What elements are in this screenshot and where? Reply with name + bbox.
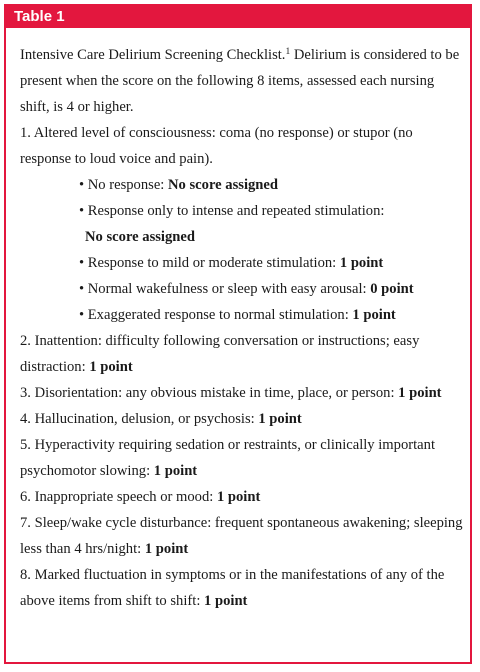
intro-paragraph	[20, 42, 466, 120]
item-text: 5. Hyperactivity requiring sedation or restraints, or clinically important psychomotor slowing:	[20, 437, 435, 479]
item-score: 1 point	[153, 463, 198, 479]
item-score: 1 point	[89, 359, 133, 375]
subitem-score: No score assigned	[168, 177, 279, 193]
subitem-mild-stimulation	[20, 250, 466, 276]
item-score: 1 point	[216, 489, 261, 505]
item-text: 4. Hallucination, delusion, or psychosis:	[20, 411, 259, 427]
subitem-intense-stimulation-score	[20, 224, 466, 250]
subitem-score: 0 point	[370, 281, 414, 297]
intro-text: Intensive Care Delirium Screening Checklist.	[20, 47, 286, 63]
subitem-score: 1 point	[352, 307, 396, 323]
item-text: 2. Inattention: difficulty following conversation or instructions; easy distraction:	[20, 333, 420, 375]
subitem-text: • No response:	[79, 177, 169, 193]
subitem-normal-wakefulness	[20, 276, 466, 302]
table-body	[20, 42, 466, 614]
intro-text-continued: Delirium is considered to be present when the score on the following 8 items, assessed each nursing shift, is 4 or higher.	[20, 47, 460, 115]
item-score: 1 point	[144, 541, 189, 557]
item-score: 1 point	[204, 593, 248, 609]
item-6	[20, 484, 466, 510]
item-8	[20, 562, 466, 614]
item-score: 1 point	[258, 411, 302, 427]
item-5	[20, 432, 466, 484]
subitem-no-response	[20, 172, 466, 198]
item-text: 7. Sleep/wake cycle disturbance: frequent spontaneous awakening; sleeping less than 4 hrs/night:	[20, 515, 463, 557]
item-3	[20, 380, 466, 406]
item-2	[20, 328, 466, 380]
table-frame	[4, 4, 472, 664]
subitem-text: • Exaggerated response to normal stimulation:	[79, 307, 353, 323]
item-7	[20, 510, 466, 562]
item-text: 8. Marked fluctuation in symptoms or in the manifestations of any of the above items from shift to shift:	[20, 567, 445, 609]
item-1: 1. Altered level of consciousness: coma (no response) or stupor (no response to loud voice and pain).	[20, 125, 413, 167]
subitem-text: • Normal wakefulness or sleep with easy arousal:	[79, 281, 371, 297]
item-text: 3. Disorientation: any obvious mistake in time, place, or person:	[20, 385, 399, 401]
subitem-text: • Response to mild or moderate stimulation:	[79, 255, 340, 271]
subitem-score: 1 point	[339, 255, 384, 271]
subitem-text: • Response only to intense and repeated stimulation:	[79, 203, 385, 219]
item-text: 6. Inappropriate speech or mood:	[20, 489, 217, 505]
item-4	[20, 406, 466, 432]
item-score: 1 point	[398, 385, 442, 401]
subitem-exaggerated-response	[20, 302, 466, 328]
reference-superscript: 1	[285, 46, 291, 57]
subitem-score: No score assigned	[85, 229, 195, 245]
subitem-intense-stimulation	[20, 198, 466, 224]
table-header	[6, 6, 470, 28]
table-title: Table 1	[14, 8, 65, 25]
